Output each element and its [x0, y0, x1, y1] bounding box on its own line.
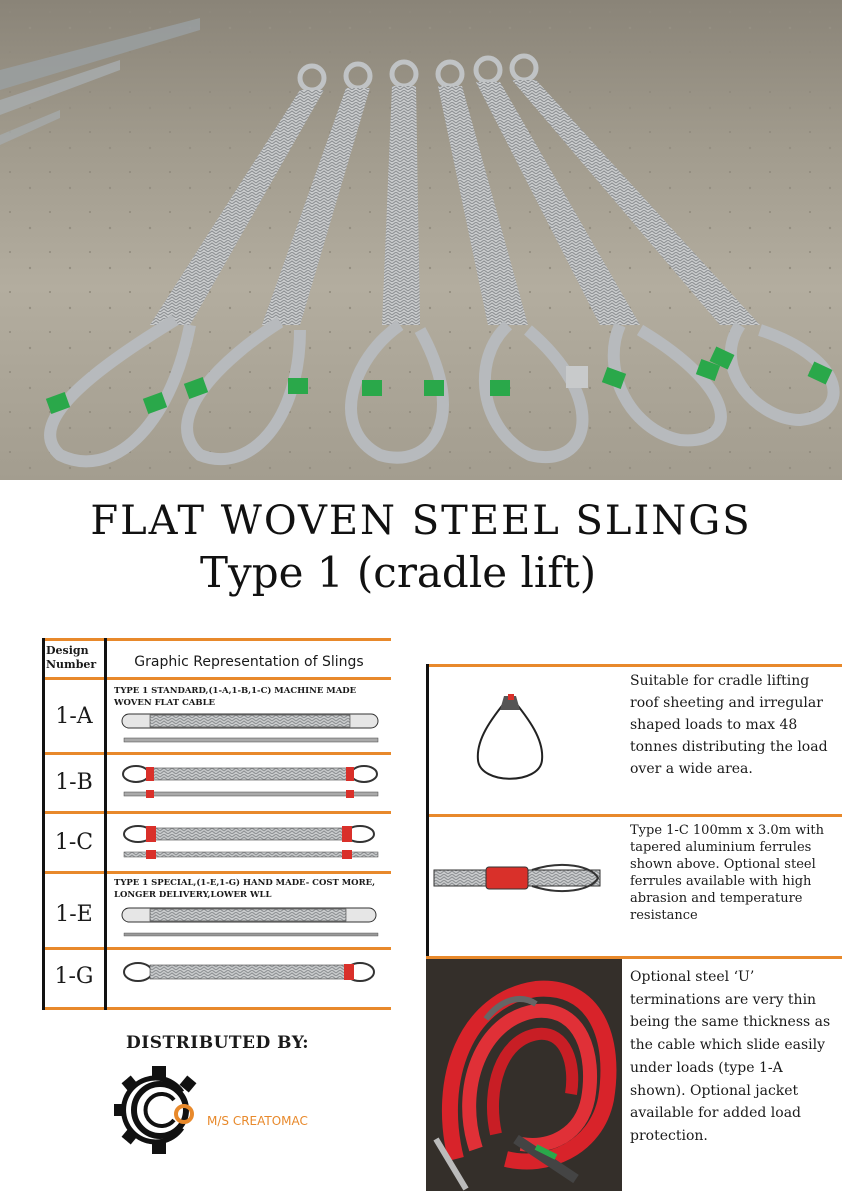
- sling-graphic-1g: [120, 958, 382, 988]
- row-label-1c: 1-C: [54, 830, 94, 855]
- sling-graphic-1c: [120, 822, 382, 862]
- table-rule: [42, 811, 394, 814]
- table-rule: [42, 1007, 394, 1010]
- row-label-1b: 1-B: [55, 770, 93, 795]
- panel-border: [426, 664, 429, 956]
- distributed-by-label: DISTRIBUTED BY:: [126, 1033, 310, 1053]
- header-graphic: Graphic Representation of Slings: [134, 654, 364, 670]
- sling-graphic-1a: [120, 712, 382, 748]
- panel-1-text: Suitable for cradle lifting roof sheeting and irregular shaped loads to max 48 tonnes distributing the load over a wide area.: [630, 673, 828, 777]
- page-title: FLAT WOVEN STEEL SLINGS: [90, 498, 752, 544]
- sling-graphic-1b: [120, 762, 382, 802]
- table-rule: [42, 752, 394, 755]
- company-name: M/S CREATOMAC: [207, 1114, 308, 1128]
- row-note-1a: TYPE 1 STANDARD,(1-A,1-B,1-C) MACHINE MADE WOVEN FLAT CABLE: [114, 686, 357, 708]
- cradle-loop-illustration: [470, 690, 550, 790]
- creatomac-logo-icon: [112, 1062, 208, 1158]
- table-border: [42, 638, 45, 1010]
- panel-rule: [426, 814, 842, 817]
- panel-2-text: Type 1-C 100mm x 3.0m with tapered aluminium ferrules shown above. Optional steel ferrules available with high abrasion and temperature resistance: [630, 823, 824, 923]
- row-label-1a: 1-A: [55, 704, 93, 729]
- row-note-1e: TYPE 1 SPECIAL,(1-E,1-G) HAND MADE- COST MORE, LONGER DELIVERY,LOWER WLL: [114, 878, 376, 900]
- design-table: [42, 638, 394, 1010]
- panel-rule: [426, 664, 842, 667]
- slings-photo-illustration: [0, 0, 842, 480]
- table-rule: [42, 677, 394, 680]
- red-jacket-photo: [426, 959, 622, 1191]
- table-rule: [42, 638, 394, 641]
- ferrule-detail-illustration: [432, 862, 602, 894]
- row-label-1g: 1-G: [54, 964, 94, 989]
- row-label-1e: 1-E: [55, 902, 93, 927]
- page-subtitle: Type 1 (cradle lift): [200, 548, 597, 597]
- table-rule: [42, 947, 394, 950]
- header-design-number: Design Number: [46, 644, 97, 671]
- panel-3-text: Optional steel ‘U’ terminations are very thin being the same thickness as the cable which slide easily under loads (type 1-A shown). Optional jacket available for added load protection.: [630, 969, 831, 1144]
- table-divider: [104, 638, 107, 1010]
- sling-graphic-1e: [120, 906, 382, 942]
- table-rule: [42, 871, 394, 874]
- hero-photo: [0, 0, 842, 480]
